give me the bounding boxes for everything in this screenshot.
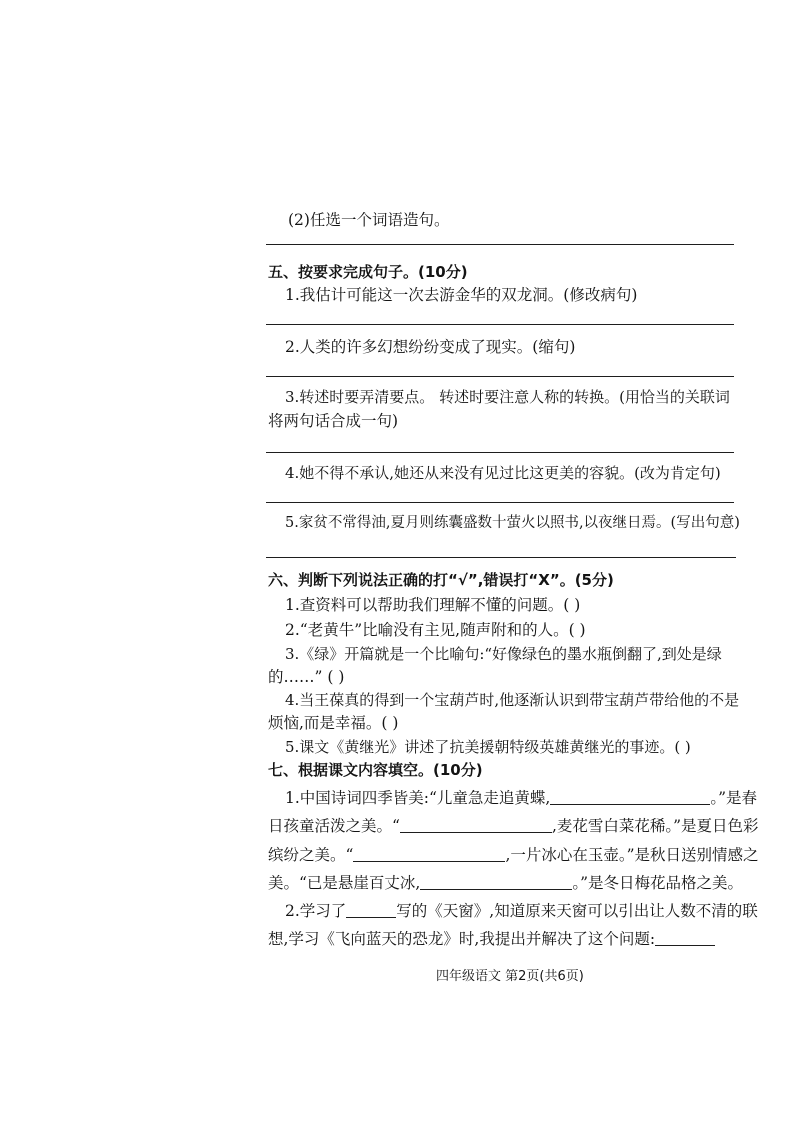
- fill-blank-3[interactable]: [353, 847, 505, 862]
- sec7-line3-text-b: ,一片冰心在玉壶。”是秋日送别情感之: [505, 846, 759, 864]
- sec7-line1: [285, 788, 757, 808]
- sec7-line1-text-a: 1.中国诗词四季皆美:“儿童急走追黄蝶,: [285, 789, 551, 807]
- sec5-q2: 2.人类的许多幻想纷纷变成了现实。(缩句): [285, 338, 576, 356]
- sec5-q1: 1.我估计可能这一次去游金华的双龙洞。(修改病句): [285, 286, 638, 304]
- sec7-line4: [268, 873, 743, 893]
- sec7-line6: [268, 929, 715, 949]
- fill-blank-6[interactable]: [655, 931, 715, 946]
- sec7-line4-text-b: 。”是冬日梅花品格之美。: [572, 874, 744, 892]
- sec6-q4-line1: 4.当王葆真的得到一个宝葫芦时,他逐渐认识到带宝葫芦带给他的不是: [285, 691, 740, 709]
- sec4-q2: (2)任选一个词语造句。: [288, 211, 450, 229]
- fill-blank-2[interactable]: [400, 818, 552, 833]
- sec5-q3-line1: 3.转述时要弄清要点。 转述时要注意人称的转换。(用恰当的关联词: [285, 388, 730, 406]
- answer-line: [266, 324, 734, 325]
- sec7-line5: [285, 901, 758, 921]
- sec7-line1-text-b: 。”是春: [710, 789, 758, 807]
- sec6-q5: 5.课文《黄继光》讲述了抗美援朝特级英雄黄继光的事迹。( ): [285, 738, 691, 756]
- answer-line: [266, 376, 734, 377]
- sec7-line2: [268, 816, 759, 836]
- sec5-q5: 5.家贫不常得油,夏月则练囊盛数十萤火以照书,以夜继日焉。(写出句意): [285, 515, 740, 531]
- sec6-q3-line1: 3.《绿》开篇就是一个比喻句:“好像绿色的墨水瓶倒翻了,到处是绿: [285, 645, 722, 663]
- sec6-q3-line2: 的……” ( ): [268, 668, 345, 686]
- sec7-line5-text-b: 写的《天窗》,知道原来天窗可以引出让人数不清的联: [396, 902, 758, 920]
- answer-line: [266, 244, 734, 245]
- sec6-q2: 2.“老黄牛”比喻没有主见,随声附和的人。( ): [285, 621, 586, 639]
- sec7-line4-text-a: 美。“已是悬崖百丈冰,: [268, 874, 421, 892]
- sec6-q1: 1.查资料可以帮助我们理解不懂的问题。( ): [285, 596, 581, 614]
- sec7-line6-text: 想,学习《飞向蓝天的恐龙》时,我提出并解决了这个问题:: [268, 930, 656, 948]
- answer-line: [266, 557, 736, 558]
- answer-line: [266, 452, 734, 453]
- answer-line: [266, 502, 734, 503]
- sec7-line3: [268, 845, 759, 865]
- sec7-heading: 七、根据课文内容填空。(10分): [268, 761, 483, 779]
- sec5-heading: 五、按要求完成句子。(10分): [268, 263, 468, 281]
- sec7-line2-text-a: 日孩童活泼之美。“: [268, 817, 400, 835]
- sec7-line3-text-a: 缤纷之美。“: [268, 846, 354, 864]
- sec6-heading: 六、判断下列说法正确的打“√”,错误打“X”。(5分): [268, 571, 614, 589]
- sec5-q3-line2: 将两句话合成一句): [268, 412, 399, 430]
- sec7-line2-text-b: ,麦花雪白菜花稀。”是夏日色彩: [551, 817, 759, 835]
- fill-blank-5[interactable]: [346, 903, 396, 918]
- sec6-q4-line2: 烦恼,而是幸福。( ): [268, 714, 399, 732]
- fill-blank-1[interactable]: [550, 790, 710, 805]
- sec7-line5-text-a: 2.学习了: [285, 902, 347, 920]
- page-footer: 四年级语文 第2页(共6页): [436, 969, 584, 984]
- sec5-q4: 4.她不得不承认,她还从来没有见过比这更美的容貌。(改为肯定句): [285, 464, 721, 482]
- fill-blank-4[interactable]: [420, 875, 572, 890]
